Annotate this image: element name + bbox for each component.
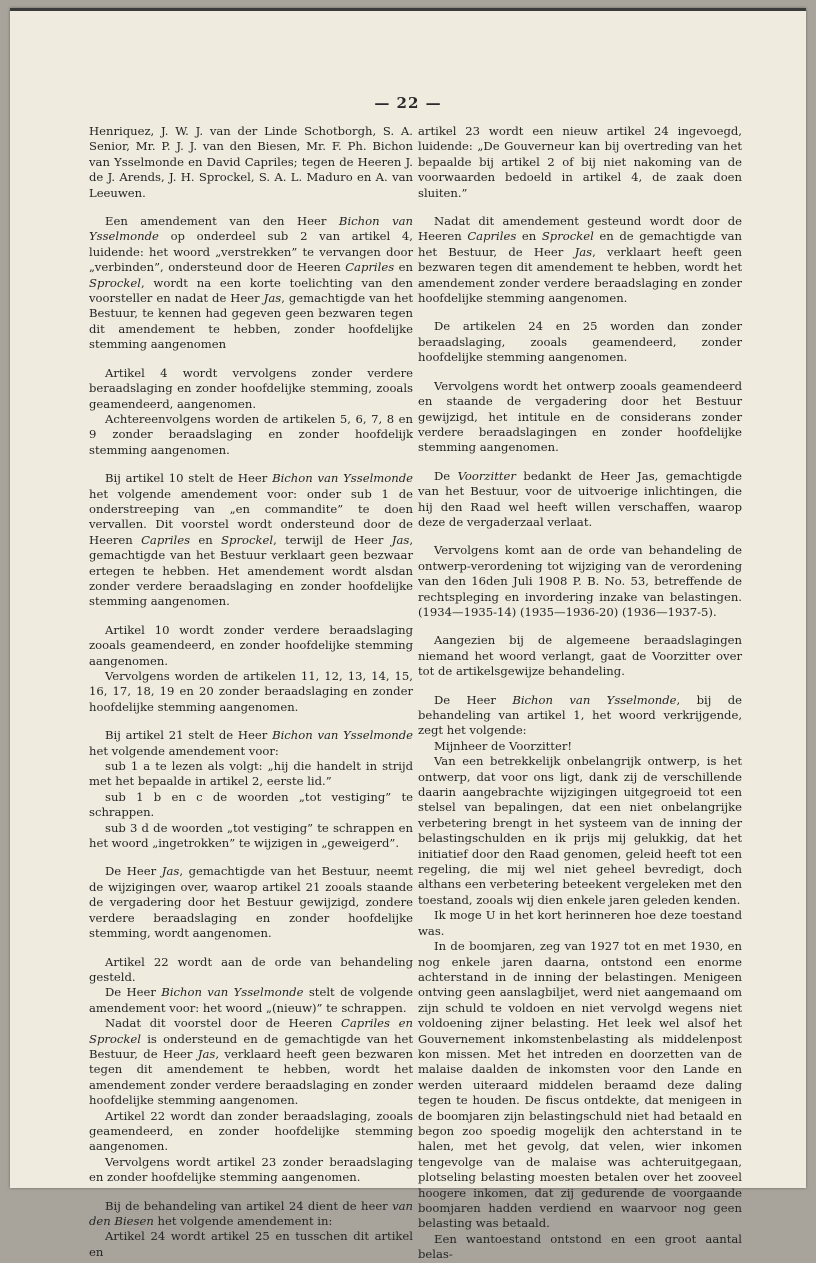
paragraph: Artikel 22 wordt dan zonder beraadslaging, zooals geamendeerd, en zonder hoofdelijke stemming aangenomen. [89, 1108, 413, 1154]
left-column [89, 124, 413, 1260]
paragraph: sub 3 d de woorden „tot vestiging” te schrappen en het woord „ingetrokken” te wijzigen in „geweigerd”. [89, 820, 413, 851]
paragraph: Henriquez, J. W. J. van der Linde Schotborgh, S. A. Senior, Mr. P. J. J. van den Biesen, Mr. F. Ph. Bichon van Ysselmonde en David Capriles; tegen de Heeren J. de J. Arends, J. H. Sprockel, S. A. L. Maduro en A. van Leeuwen. [89, 124, 413, 200]
paragraph: Bij artikel 10 stelt de Heer Bichon van Ysselmonde het volgende amendement voor: onder sub 1 de onderstreeping van „en commandite” te doen vervallen. Dit voorstel wordt ondersteund door de Heeren Capriles en Sprockel, terwijl de Heer Jas, gemachtigde van het Bestuur verklaart geen bezwaar ertegen te hebben. Het amendement wordt alsdan zonder verdere beraadslaging en zonder hoofdelijke stemming aangenomen. [89, 471, 413, 609]
paragraph: Een amendement van den Heer Bichon van Ysselmonde op onderdeel sub 2 van artikel 4, luidende: het woord „verstrekken” te vervangen door „verbinden”, ondersteund door de Heeren Capriles en Sprockel, wordt na een korte toelichting van den voorsteller en nadat de Heer Jas, gemachtigde van het Bestuur, te kennen had gegeven geen bezwaren tegen dit amendement te hebben, zonder hoofdelijke stemming aangenomen [89, 214, 413, 352]
paragraph: Bij artikel 21 stelt de Heer Bichon van Ysselmonde het volgende amendement voor: [89, 728, 413, 758]
paragraph: Vervolgens wordt het ontwerp zooals geamendeerd en staande de vergadering door het Bestuur gewijzigd, het intitule en de considerans zonder verdere beraadslagingen en zonder hoofdelijke stemming aangenomen. [418, 378, 742, 455]
paragraph: Een wantoestand ontstond en een groot aantal belas- [418, 1231, 742, 1262]
paragraph: Artikel 24 wordt artikel 25 en tusschen dit artikel en [89, 1229, 413, 1259]
top-border-line [10, 8, 806, 11]
paragraph: artikel 23 wordt een nieuw artikel 24 ingevoegd, luidende: „De Gouverneur kan bij overtreding van het bepaalde bij artikel 2 of bij niet nakoming van de voorwaarden bedoeld in artikel 4, de zaak doen sluiten.” [418, 124, 742, 200]
paragraph: De Heer Jas, gemachtigde van het Bestuur, neemt de wijzigingen over, waarop artikel 21 zooals staande de vergadering door het Bestuur gewijzigd, zondere verdere beraadslaging en zonder hoofdelijke stemming, wordt aangenomen. [89, 864, 413, 941]
paragraph: Vervolgens worden de artikelen 11, 12, 13, 14, 15, 16, 17, 18, 19 en 20 zonder beraadslaging en zonder hoofdelijke stemming aangenomen. [89, 669, 413, 714]
paragraph: De Heer Bichon van Ysselmonde stelt de volgende amendement voor: het woord „(nieuw)” te schrappen. [89, 985, 413, 1015]
paragraph: Nadat dit amendement gesteund wordt door de Heeren Capriles en Sprockel en de gemachtigde van het Bestuur, de Heer Jas, verklaart heeft geen bezwaren tegen dit amendement te hebben, wordt het amendement zonder verdere beraadslaging en zonder hoofdelijke stemming aangenomen. [418, 214, 743, 306]
paragraph: Artikel 4 wordt vervolgens zonder verdere beraadslaging en zonder hoofdelijke stemming, zooals geamendeerd, aangenomen. [89, 365, 413, 411]
page-number: — 22 — [374, 94, 442, 112]
paragraph: Achtereenvolgens worden de artikelen 5, 6, 7, 8 en 9 zonder beraadslaging en zonder hoofdelijk stemming aangenomen. [89, 411, 413, 457]
paragraph: sub 1 b en c de woorden „tot vestiging” te schrappen. [89, 789, 413, 820]
paragraph: Vervolgens wordt artikel 23 zonder beraadslaging en zonder hoofdelijke stemming aangenomen. [89, 1154, 413, 1185]
paragraph: De artikelen 24 en 25 worden dan zonder beraadslaging, zooals geamendeerd, zonder hoofdelijke stemming aangenomen. [418, 319, 742, 365]
paragraph: Mijnheer de Voorzitter! [434, 738, 573, 753]
right-column [418, 124, 742, 1263]
paragraph: Nadat dit voorstel door de Heeren Capriles en Sprockel is ondersteund en de gemachtigde van het Bestuur, de Heer Jas, verklaard heeft geen bezwaren tegen dit amendement te hebben, wordt het amendement zonder verdere beraadslaging en zonder hoofdelijke stemming aangenomen. [89, 1016, 413, 1108]
paragraph: De Heer Bichon van Ysselmonde, bij de behandeling van artikel 1, het woord verkrijgende, zegt het volgende: [418, 692, 743, 738]
paragraph: Artikel 22 wordt aan de orde van behandeling gesteld. [89, 954, 413, 984]
paragraph: Van een betrekkelijk onbelangrijk ontwerp, is het ontwerp, dat voor ons ligt, dank zij de verschillende daarin aangebrachte wijzigingen uitgegroeid tot een stelsel van bepalingen, dat een niet onbelangrijke verbetering brengt in het systeem van de inning der belastingschulden en ik prijs mij gelukkig, dat het initiatief door den Raad genomen, geleid heeft tot een regeling, die mij wel niet geheel bevredigt, doch althans een verbetering beteekent vergeleken met den toestand, zooals wij dien enkele jaren geleden kenden. [418, 754, 742, 907]
paragraph: sub 1 a te lezen als volgt: „hij die handelt in strijd met het bepaalde in artikel 2, eerste lid.” [89, 759, 413, 789]
document-page [10, 8, 806, 1262]
paragraph: Bij de behandeling van artikel 24 dient de heer van den Biesen het volgende amendement in: [89, 1198, 413, 1228]
paragraph: Ik moge U in het kort herinneren hoe deze toestand was. [418, 908, 742, 938]
paragraph: In de boomjaren, zeg van 1927 tot en met 1930, en nog enkele jaren daarna, ontstond een enorme achterstand in de inning der belastingen. Menigeen ontving geen aanslagbiljet, werd niet aangemaand om zijn schuld te voldoen en niet vervolgd wegens niet voldoening zijner belasting. Het leek wel alsof het Gouvernement inkomstenbelasting als middelenpost kon missen. Met het intreden en doorzetten van de malaise daalden de inkomsten voor den Lande en werden uiteraard middelen beraamd deze daling tegen te houden. De fiscus ontdekte, dat menigeen in de boomjaren zijn belastingschuld niet had betaald en begon zoo spoedig mogelijk den achterstand in te halen, met het gevolg, dat velen, wier inkomen tengevolge van de malaise was achteruitgegaan, plotseling belasting moesten betalen over het zooveel hoogere inkomen, dat zij gedurende de voorgaande boomjaren hadden verdiend en waarvoor nog geen belasting was betaald. [418, 939, 742, 1231]
paragraph: Artikel 10 wordt zonder verdere beraadslaging zooals geamendeerd, en zonder hoofdelijke stemming aangenomen. [89, 622, 413, 668]
paragraph: De Voorzitter bedankt de Heer Jas, gemachtigde van het Bestuur, voor de uitvoerige inlichtingen, die hij den Raad wel heeft willen verschaffen, waarop deze de vergaderzaal verlaat. [418, 468, 742, 529]
paragraph: Vervolgens komt aan de orde van behandeling de ontwerp-verordening tot wijziging van de verordening van den 16den Juli 1908 P. B. No. 53, betreffende de rechtspleging en invordering inzake van belastingen. (1934—1935-14) (1935—1936-20) (1936—1937-5). [418, 543, 742, 619]
paragraph: Aangezien bij de algemeene beraadslagingen niemand het woord verlangt, gaat de Voorzitter over tot de artikelsgewijze behandeling. [418, 633, 742, 679]
